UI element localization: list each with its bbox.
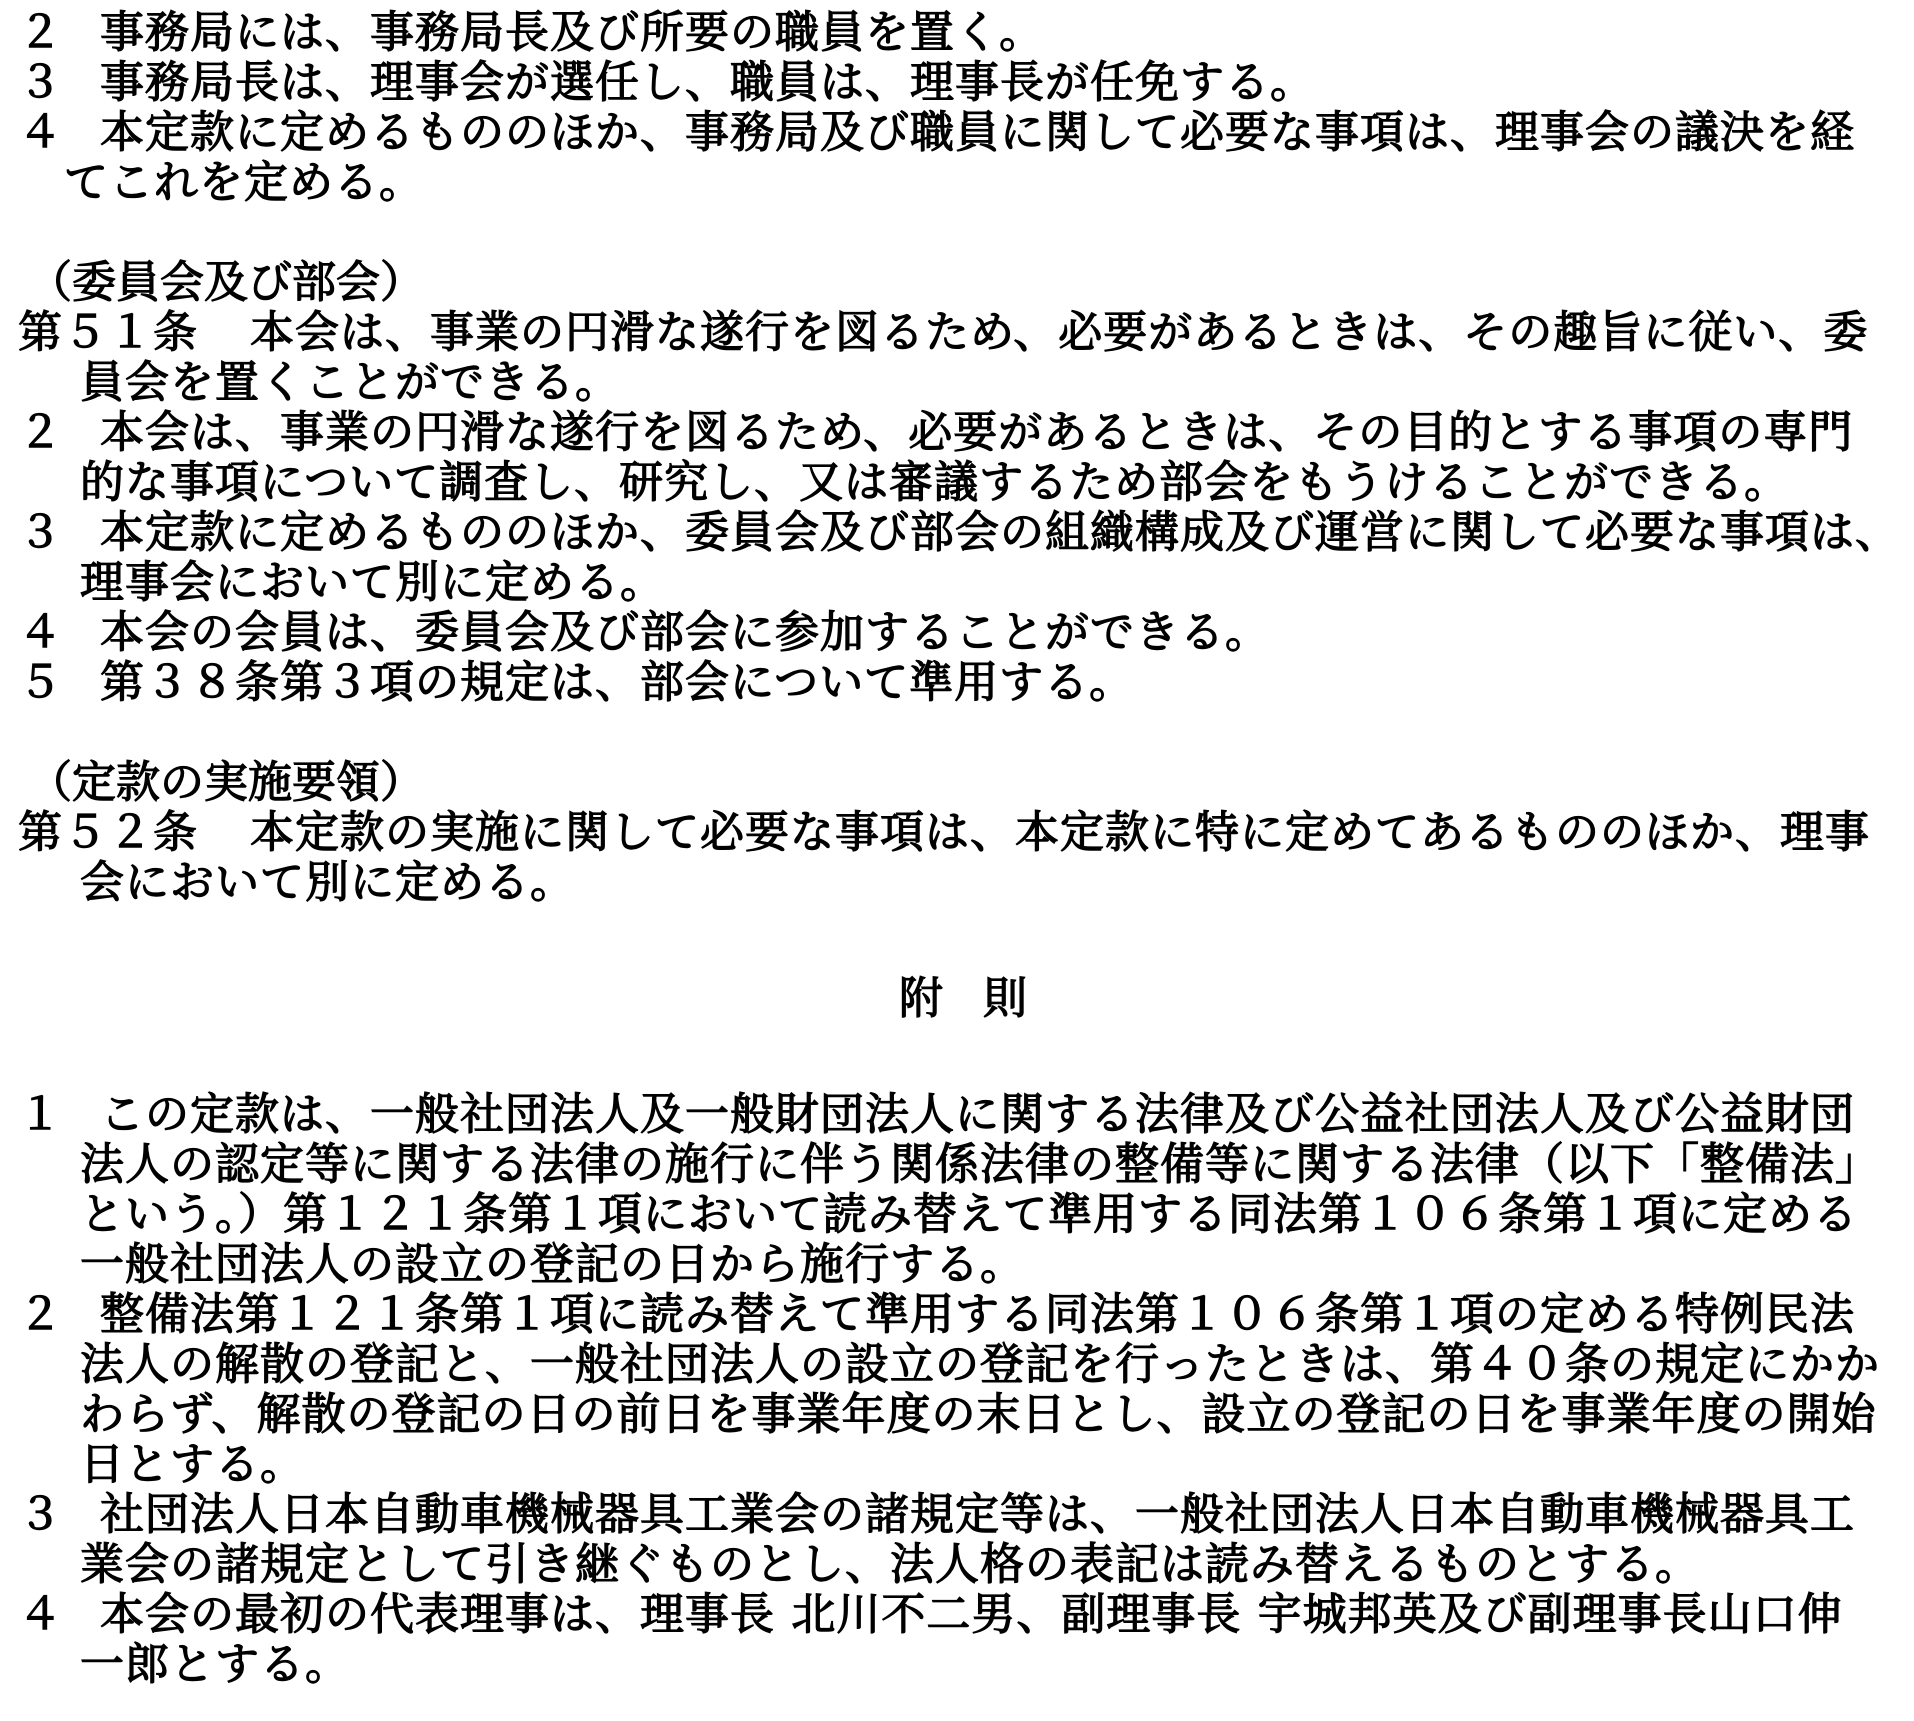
supplementary-paragraph-1 [18,1090,1908,1140]
paragraph-text: 的な事項について調査し、研究し、又は審議するため部会をもうけることができる。 [80,457,1790,508]
article-51-paragraph-4 [18,608,1908,658]
article-51-line [18,308,1908,358]
supplementary-paragraph-1-cont [18,1240,1908,1290]
paragraph-text: てこれを定める。 [64,157,424,208]
paragraph-text: 本定款に定めるもののほか、委員会及び部会の組織構成及び運営に関して必要な事項は、 [100,507,1900,558]
paragraph-number: ３ [18,57,63,108]
article-52-heading: （定款の実施要領） [28,757,424,808]
article-51-paragraph-2 [18,408,1908,458]
paragraph-line [18,8,1908,58]
paragraph-continuation [18,158,1908,208]
article-51-number: 第５１条 [18,307,198,358]
article-51-continuation [18,358,1908,408]
paragraph-number: ２ [18,407,63,458]
paragraph-number: ５ [18,657,63,708]
paragraph-line [18,108,1908,158]
paragraph-number: ３ [18,1489,63,1540]
paragraph-text: 整備法第１２１条第１項に読み替えて準用する同法第１０６条第１項の定める特例民法 [100,1289,1855,1340]
supplementary-paragraph-3 [18,1490,1908,1540]
supplementary-paragraph-1-cont [18,1190,1908,1240]
article-52-line [18,808,1908,858]
paragraph-text: 本定款に定めるもののほか、事務局及び職員に関して必要な事項は、理事会の議決を経 [100,107,1855,158]
paragraph-text: 本会の最初の代表理事は、理事長 北川不二男、副理事長 宇城邦英及び副理事長山口伸 [100,1589,1843,1640]
supplementary-paragraph-2-cont [18,1440,1908,1490]
paragraph-text: この定款は、一般社団法人及一般財団法人に関する法律及び公益社団法人及び公益財団 [100,1089,1855,1140]
paragraph-text: 業会の諸規定として引き継ぐものとし、法人格の表記は読み替えるものとする。 [80,1539,1700,1590]
paragraph-text: 本会の会員は、委員会及び部会に参加することができる。 [100,607,1270,658]
paragraph-number: ４ [18,1589,63,1640]
supplementary-paragraph-2-cont [18,1390,1908,1440]
paragraph-text: 一郎とする。 [80,1639,350,1690]
paragraph-number: １ [18,1089,63,1140]
article-51-heading: （委員会及び部会） [28,257,424,308]
paragraph-text: 日とする。 [80,1439,305,1490]
article-51-text-cont: 員会を置くことができる。 [80,357,620,408]
paragraph-line [18,58,1908,108]
supplementary-paragraph-1-cont [18,1140,1908,1190]
paragraph-number: ４ [18,607,63,658]
paragraph-number: ４ [18,107,63,158]
paragraph-text: 事務局には、事務局長及び所要の職員を置く。 [100,7,1045,58]
spacer [18,908,1908,974]
paragraph-text: わらず、解散の登記の日の前日を事業年度の末日とし、設立の登記の日を事業年度の開始 [80,1389,1877,1440]
paragraph-text: 一般社団法人の設立の登記の日から施行する。 [80,1239,1025,1290]
supplementary-paragraph-2 [18,1290,1908,1340]
article-51-paragraph-5 [18,658,1908,708]
article-51-paragraph-2-cont [18,458,1908,508]
paragraph-text: 事務局長は、理事会が選任し、職員は、理事長が任免する。 [100,57,1315,108]
paragraph-text: 社団法人日本自動車機械器具工業会の諸規定等は、一般社団法人日本自動車機械器具工 [100,1489,1855,1540]
article-52-continuation [18,858,1908,908]
article-52-number: 第５２条 [18,807,198,858]
document-page [18,8,1908,1690]
paragraph-text: 理事会において別に定める。 [80,557,665,608]
article-52-text-cont: 会において別に定める。 [80,857,575,908]
spacer [18,708,1908,758]
article-52-text: 本定款の実施に関して必要な事項は、本定款に特に定めてあるもののほか、理事 [250,807,1870,858]
paragraph-text: という。）第１２１条第１項において読み替えて準用する同法第１０６条第１項に定める [80,1189,1858,1240]
article-51-text: 本会は、事業の円滑な遂行を図るため、必要があるときは、その趣旨に従い、委 [250,307,1869,358]
paragraph-number: ２ [18,7,63,58]
paragraph-text: 第３８条第３項の規定は、部会について準用する。 [100,657,1135,708]
article-51-paragraph-3-cont [18,558,1908,608]
supplementary-paragraph-2-cont [18,1340,1908,1390]
article-51-paragraph-3 [18,508,1908,558]
supplementary-paragraph-4 [18,1590,1908,1640]
supplementary-paragraph-4-cont [18,1640,1908,1690]
paragraph-text: 法人の認定等に関する法律の施行に伴う関係法律の整備等に関する法律（以下「整備法」 [80,1139,1880,1190]
supplementary-provisions-title: 附則 [899,973,1067,1024]
paragraph-number: ３ [18,507,63,558]
spacer [18,208,1908,258]
paragraph-text: 法人の解散の登記と、一般社団法人の設立の登記を行ったときは、第４０条の規定にかか [80,1339,1880,1390]
paragraph-text: 本会は、事業の円滑な遂行を図るため、必要があるときは、その目的とする事項の専門 [100,407,1854,458]
supplementary-paragraph-3-cont [18,1540,1908,1590]
paragraph-number: ２ [18,1289,63,1340]
spacer [18,1024,1908,1090]
